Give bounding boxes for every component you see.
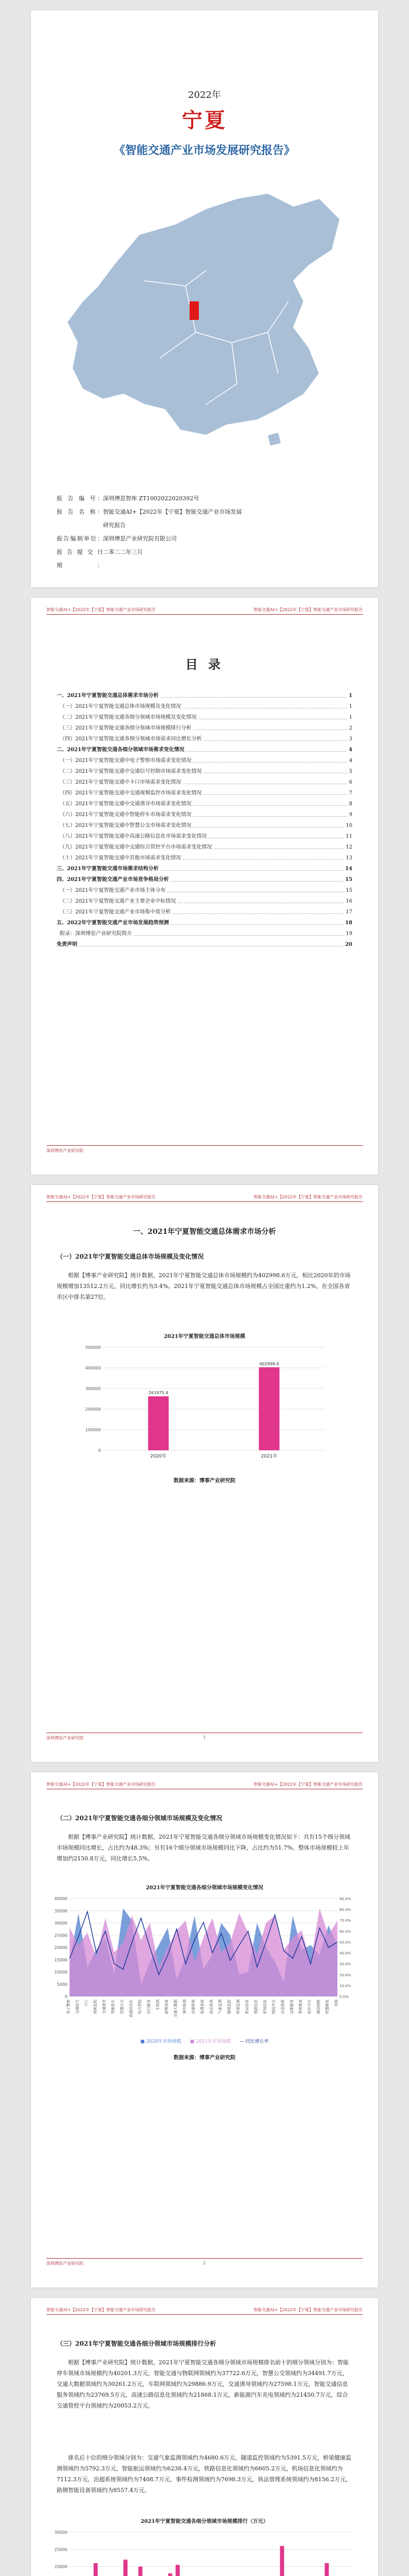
toc-dot-leader [183, 853, 344, 860]
y-tick-label: 400000 [85, 1366, 101, 1370]
x-tick-label: 运维服务 [289, 1999, 294, 2014]
cover-meta-row: 报 告 名 称： 智能交通AI+【2022年【宁夏】智能交通产业市场发展研究报告 [57, 509, 242, 529]
toc-row-page: 5 [349, 769, 352, 774]
x-tick-label: 机场信息 [263, 1999, 267, 2014]
toc-list [57, 690, 352, 950]
toc-row[interactable] [57, 766, 352, 777]
y2-tick-label: 30.0% [339, 1962, 351, 1967]
segment-area-chart [46, 1893, 363, 2032]
toc-row[interactable] [57, 701, 352, 712]
toc-row[interactable] [57, 788, 352, 799]
y-tick-label: 25000 [54, 1933, 67, 1938]
map-highlight-ningxia [190, 301, 199, 320]
toc-row[interactable] [57, 777, 352, 788]
toc-dot-leader [193, 809, 347, 817]
toc-dot-leader [203, 766, 347, 773]
toc-row[interactable] [57, 809, 352, 820]
toc-row[interactable] [57, 734, 352, 744]
y2-tick-label: 90.0% [339, 1897, 351, 1901]
section-heading: 一、2021年宁夏智能交通总体需求市场分析 [133, 1228, 276, 1236]
y-tick-label: 0 [98, 1448, 101, 1453]
toc-row-title: （二）2021年宁夏智能交通中交通信号控制市场需求变化情况 [60, 769, 202, 774]
y-tick-label: 20000 [54, 1945, 67, 1950]
x-tick-label: 综合管控 [138, 1999, 142, 2014]
cover-region: 宁夏 [182, 108, 227, 132]
cover-title: 《智能交通产业市场发展研究报告》 [113, 144, 295, 157]
chart-title: 2021年宁夏智能交通各细分领域市场规模排行（万元） [141, 2519, 268, 2524]
x-tick-label: 隧道监控 [227, 1999, 231, 2014]
toc-row[interactable] [57, 799, 352, 809]
toc-row-title: （四）2021年宁夏智能交通中交通视频监控市场需求变化情况 [60, 790, 202, 796]
x-tick-label: 其他 [334, 1999, 338, 2007]
toc-dot-leader [183, 777, 347, 784]
bar [280, 2546, 284, 2576]
toc-row[interactable] [57, 723, 352, 734]
x-tick-label: 气象监测 [218, 1999, 223, 2014]
subsection-heading: （二）2021年宁夏智能交通各细分领域市场规模及变化情况 [57, 1815, 223, 1822]
report-page-3 [31, 2298, 378, 2576]
x-tick-label: 智能停车 [111, 1999, 115, 2014]
toc-row[interactable] [57, 885, 352, 896]
x-tick-label: 桥梁监测 [236, 1999, 241, 2014]
x-tick-label: 2020年 [150, 1454, 167, 1459]
toc-row-title: （五）2021年宁夏智能交通中交通诱导市场需求变化情况 [60, 801, 192, 807]
body-paragraph: 根据【博事产业研究院】统计数据，2021年宁夏智能交通各细分领域市场规模排名前十的细分领域分别为：智能停车领域市场规模约为40201.3万元，智能交通与物联网领域约为37722.6万元，智慧公交领域约为34491.7万元，交通大数据领域约为30261.2万元，车联网领域约为29886.9万元，交通诱导领域约为27598.1万元，智能交通信息服务领域约为23769.5万元，高速公路信息化领域约为21868.1万元，新能源汽车充电领域约为21450.7万元，综合交通管控平台领域约为20053.2万元。 [57, 2359, 349, 2409]
body-paragraph: 根据【博事产业研究院】统计数据，2021年宁夏智能交通总体市场规模约为402998.6万元，相比2020年的市场规模增加13512.2万元，同比增长约为3.4%。2021年宁夏智能交通总体市场规模占全国比重约为1.2%，在全国各省市区中排名第27位。 [57, 1272, 351, 1300]
report-page-2 [31, 1772, 378, 2287]
x-tick-label: 通信网络 [316, 1999, 321, 2014]
y2-tick-label: 80.0% [339, 1908, 351, 1912]
bar-value-label: 261975.4 [148, 1391, 168, 1396]
y-tick-label: 0 [64, 1994, 67, 1999]
page-header: 智能交通AI+【2022年【宁夏】智能交通产业市场研究报告 智能交通AI+【2022年【宁夏】智能交通产业市场研究报告 [46, 1782, 363, 1789]
toc-dot-leader [193, 723, 347, 730]
toc-row-page: 1 [349, 693, 352, 699]
toc-dot-leader [161, 690, 347, 698]
toc-dot-leader [198, 712, 347, 719]
page-footer: 深圳博思产业研究院 [46, 1145, 363, 1154]
toc-row-title: （九）2021年宁夏智能交通中交通综合管控平台市场需求变化情况 [60, 844, 212, 850]
toc-row[interactable] [57, 939, 352, 950]
toc-dot-leader [193, 820, 344, 827]
cover-meta-row: 报 告 编 号： 深圳博思智库 ZT1002022020392号 [57, 495, 199, 502]
x-tick-label: 卡口 [84, 1999, 89, 2007]
x-tick-label: 2021年 [261, 1454, 278, 1459]
y2-tick-label: 60.0% [339, 1929, 351, 1934]
toc-row-page: 8 [349, 801, 352, 807]
toc-title: 目 录 [185, 657, 224, 672]
toc-row[interactable] [57, 831, 352, 842]
y-tick-label: 35000 [54, 1908, 67, 1913]
toc-dot-leader [134, 928, 344, 936]
toc-dot-leader [79, 939, 343, 946]
bar [139, 2567, 143, 2576]
y2-tick-label: 0.0% [339, 1995, 349, 1999]
toc-row-page: 3 [349, 736, 352, 742]
bar [124, 2560, 128, 2576]
subsection-heading: （一）2021年宁夏智能交通总体市场规模及变化情况 [57, 1253, 204, 1260]
toc-row-page: 13 [346, 855, 352, 861]
toc-row-title: 附录：深圳博思产业研究院简介 [60, 931, 132, 937]
data-source: 数据来源：博事产业研究院 [174, 2055, 235, 2061]
toc-dot-leader [186, 744, 347, 752]
x-tick-label: 铁路信息 [254, 1999, 258, 2014]
toc-row-page: 16 [346, 899, 352, 904]
body-paragraph: 排名后十位的细分领域分别为：交通气象监测领域约为4680.6万元，隧道监控领域约为5391.5万元，桥梁健康监测领域约为5792.3万元，智能航运领域约为6238.4万元，铁路信息化领域约为6605.2万元，机场信息化领域约为7112.3万元，治超系统领域约为7408.7万元，事件检测领域约为7698.3万元，执法管理系统领域约为8156.2万元，路侧智能设备领域约为8557.4万元。 [57, 2454, 351, 2494]
x-tick-label: 收费系统 [200, 1999, 204, 2014]
x-tick-label: 执法系统 [209, 1999, 214, 2014]
y-tick-label: 20000 [54, 2564, 67, 2569]
y2-tick-label: 50.0% [339, 1940, 351, 1945]
toc-row[interactable] [57, 918, 352, 928]
toc-dot-leader [193, 799, 347, 806]
toc-row-title: （十）2021年宁夏智能交通中其他市场需求变化情况 [60, 855, 181, 861]
x-tick-label: 航运信息 [245, 1999, 249, 2014]
x-tick-label: 高速信息化 [129, 1999, 133, 2018]
page-footer: 深圳博思产业研究院 2 [46, 2258, 363, 2267]
toc-row-page: 12 [346, 844, 352, 850]
toc-row[interactable] [57, 907, 352, 918]
cover-meta-row: 报 告 提 交 日 期： 二零二二年三月 [57, 549, 143, 569]
segment-ranking-bar-chart [46, 2527, 363, 2576]
x-tick-label: 视频监控 [93, 1999, 97, 2014]
map-island [268, 433, 281, 446]
toc-dot-leader [209, 831, 344, 838]
x-tick-label: 系统集成 [298, 1999, 303, 2014]
toc-row-page: 6 [349, 779, 352, 785]
toc-dot-leader [161, 863, 343, 871]
legend-2021: ■ 2021年市场规模 [190, 2039, 231, 2044]
toc-row-page: 10 [346, 823, 352, 828]
toc-row-page: 11 [346, 834, 352, 839]
y2-tick-label: 40.0% [339, 1951, 351, 1956]
toc-row[interactable] [57, 744, 352, 755]
toc-row-title: 一、2021年宁夏智能交通总体需求市场分析 [57, 693, 159, 699]
y-tick-label: 40000 [54, 1896, 67, 1901]
toc-dot-leader [171, 874, 343, 882]
toc-row-page: 9 [349, 812, 352, 818]
bar-value-label: 402998.6 [259, 1361, 279, 1366]
y-tick-label: 200000 [85, 1407, 101, 1412]
toc-row-title: 三、2021年宁夏智能交通市场需求结构分析 [57, 866, 159, 872]
china-map-illustration [52, 178, 357, 466]
toc-row-page: 15 [346, 888, 352, 893]
bar [148, 1396, 169, 1450]
toc-row-page: 19 [346, 931, 352, 937]
x-tick-label: 交通信号 [75, 1999, 80, 2014]
area-series-2 [70, 1908, 337, 1996]
toc-dot-leader [183, 701, 347, 708]
toc-row[interactable] [57, 755, 352, 766]
toc-row-title: （一）2021年宁夏智能交通中电子警察市场需求变化情况 [60, 758, 192, 764]
x-tick-label: 应急指挥 [281, 1999, 285, 2014]
map-country-shape [67, 193, 340, 435]
toc-row-title: 四、2021年宁夏智能交通产业市场竞争格局分析 [57, 877, 169, 883]
toc-row-title: （三）2021年宁夏智能交通产业市场集中度分析 [60, 909, 171, 915]
data-source: 数据来源：博事产业研究院 [174, 1478, 235, 1484]
toc-dot-leader [203, 734, 347, 741]
toc-dot-leader [203, 788, 347, 795]
toc-row-title: 二、2021年宁夏智能交通各细分领域市场需求变化情况 [57, 747, 184, 753]
x-tick-label: 车联网 [156, 1999, 160, 2010]
bar [168, 2573, 172, 2576]
toc-row[interactable] [57, 842, 352, 853]
y-tick-label: 15000 [54, 1957, 67, 1962]
y2-tick-label: 10.0% [339, 1984, 351, 1988]
x-tick-label: 路侧设备 [164, 1999, 169, 2014]
toc-row-page: 15 [345, 877, 352, 883]
toc-row-page: 14 [345, 866, 352, 872]
toc-row[interactable] [57, 928, 352, 939]
toc-row-title: （七）2021年宁夏智能交通中智慧公交市场需求变化情况 [60, 823, 192, 828]
bar [176, 2565, 180, 2576]
toc-row-title: （四）2021年宁夏智能交通各细分领域市场需求同比增长分析 [60, 736, 202, 742]
toc-row-title: （八）2021年宁夏智能交通中高速公路信息化市场需求变化情况 [60, 834, 207, 839]
page-header: 智能交通AI+【2022年【宁夏】智能交通产业市场研究报告 智能交通AI+【2022年【宁夏】智能交通产业市场研究报告 [46, 2307, 363, 2315]
toc-row-title: （一）2021年宁夏智能交通产业市场主体分布 [60, 888, 166, 893]
x-tick-label: 交通大数据 [174, 1999, 178, 2018]
toc-row-page: 20 [345, 942, 352, 947]
y-tick-label: 30000 [54, 2530, 67, 2535]
toc-row-page: 4 [349, 758, 352, 764]
toc-row[interactable] [57, 820, 352, 831]
cover-year: 2022年 [188, 90, 221, 100]
chart-title: 2021年宁夏智能交通总体市场规模 [164, 1334, 245, 1340]
toc-dot-leader [178, 896, 344, 903]
toc-dot-leader [173, 907, 344, 914]
y-tick-label: 30000 [54, 1921, 67, 1926]
toc-row[interactable] [57, 896, 352, 907]
y-tick-label: 100000 [85, 1428, 101, 1432]
toc-row-page: 2 [349, 725, 352, 731]
toc-row-page: 4 [349, 747, 352, 753]
y-tick-label: 500000 [85, 1345, 101, 1350]
toc-row[interactable] [57, 853, 352, 863]
chart-title: 2021年宁夏智能交通各细分领域市场规模变化情况 [146, 1885, 263, 1891]
toc-page [31, 598, 378, 1175]
toc-row-title: （三）2021年宁夏智能交通各细分领域市场规模排行分析 [60, 725, 192, 731]
x-tick-label: 交通诱导 [102, 1999, 107, 2014]
toc-row-title: （六）2021年宁夏智能交通中智能停车市场需求变化情况 [60, 812, 192, 818]
toc-row-title: （一）2021年宁夏智能交通总体市场规模及变化情况 [60, 704, 181, 709]
toc-row[interactable] [57, 863, 352, 874]
toc-row-title: （二）2021年宁夏智能交通产业主要企业中标情况 [60, 899, 176, 904]
page-header: 智能交通AI+【2022年【宁夏】智能交通产业市场研究报告 智能交通AI+【2022年【宁夏】智能交通产业市场研究报告 [46, 1194, 363, 1202]
bar [259, 1367, 280, 1450]
page-footer: 深圳博思产业研究院 1 [46, 1733, 363, 1741]
y-tick-label: 5000 [57, 1982, 67, 1987]
y-tick-label: 10000 [54, 1970, 67, 1975]
toc-row-title: （三）2021年宁夏智能交通中卡口市场需求变化情况 [60, 779, 181, 785]
x-tick-label: 软件平台 [308, 1999, 312, 2014]
x-tick-label: 智慧公交 [120, 1999, 124, 2014]
cover-page [31, 10, 378, 587]
cover-meta [57, 492, 247, 572]
toc-row[interactable] [57, 712, 352, 723]
toc-dot-leader [214, 842, 344, 849]
bar [94, 2563, 98, 2576]
report-page-1 [31, 1185, 378, 1762]
y2-tick-label: 70.0% [339, 1919, 351, 1923]
subsection-heading: （三）2021年宁夏智能交通各细分领域市场规模排行分析 [57, 2340, 216, 2347]
y-tick-label: 300000 [85, 1386, 101, 1391]
x-tick-label: 智慧枢纽 [325, 1999, 330, 2014]
x-tick-label: 电子警察 [66, 1999, 71, 2014]
x-tick-label: 治超系统 [191, 1999, 196, 2014]
bar [325, 2563, 329, 2576]
toc-row-page: 18 [345, 920, 352, 926]
toc-row-page: 1 [349, 704, 352, 709]
x-tick-label: 出行服务 [147, 1999, 151, 2014]
toc-row-page: 7 [349, 790, 352, 796]
toc-row-page: 17 [346, 909, 352, 915]
toc-row-title: 免责声明 [57, 942, 77, 947]
page-header: 智能交通AI+【2022年【宁夏】智能交通产业市场研究报告 智能交通AI+【2022年【宁夏】智能交通产业市场研究报告 [46, 607, 363, 615]
toc-row-page: 1 [349, 715, 352, 720]
toc-dot-leader [171, 918, 343, 925]
y-tick-label: 25000 [54, 2547, 67, 2552]
toc-row-title: 五、2022年宁夏智能交通产业市场发展趋势预测 [57, 920, 169, 926]
toc-dot-leader [193, 755, 347, 762]
x-tick-label: 事件检测 [182, 1999, 187, 2014]
legend-2020: ■ 2020年市场规模 [140, 2039, 181, 2044]
total-market-bar-chart [72, 1342, 337, 1466]
toc-dot-leader [167, 885, 344, 892]
y2-tick-label: 20.0% [339, 1973, 351, 1977]
toc-row-title: （二）2021年宁夏智能交通各细分领域市场规模及变化情况 [60, 715, 197, 720]
legend-yoy: — 同比增长率 [239, 2039, 269, 2044]
chart-legend [31, 2038, 378, 2044]
toc-row[interactable] [57, 690, 352, 701]
cover-meta-row: 报告编制单位： 深圳博思产业研究院有限公司 [57, 535, 177, 542]
x-tick-label: 物流平台 [271, 1999, 276, 2014]
toc-row[interactable] [57, 874, 352, 885]
body-paragraph: 根据【博事产业研究院】统计数据，2021年宁夏智能交通各细分领域市场规模变化情况如下：共有15个细分领域市场规模同比增长，占比约为48.3%；另有16个细分领域市场规模同比下降，占比约为51.7%。整体市场规模较上年增加约2150.8万元，同比增长5.5%。 [57, 1834, 350, 1862]
